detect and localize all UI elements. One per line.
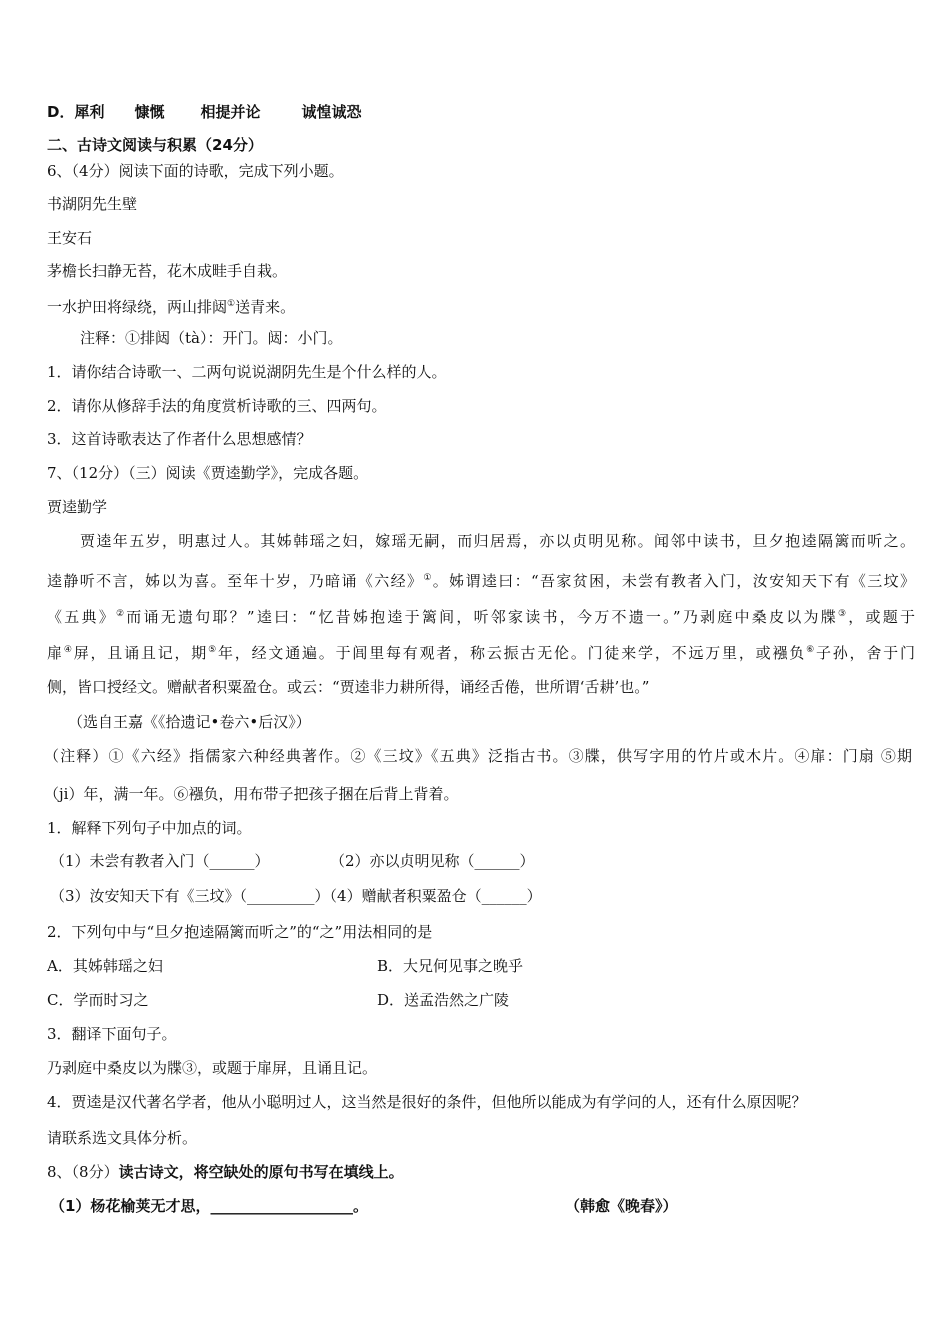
option-label: D． bbox=[47, 103, 75, 121]
text: （3）汝安知天下有《三坟》（_________） bbox=[50, 887, 330, 905]
section-title: 二、古诗文阅读与积累（24分） bbox=[47, 136, 263, 154]
word: 犀利 bbox=[74, 103, 105, 121]
text: 一水护田将绿绕，两山排闼 bbox=[47, 298, 228, 316]
passage-line bbox=[47, 568, 915, 591]
passage-notes: （ji）年，满一年。⑥襁负，用布带子把孩子捆在后背上背着。 bbox=[44, 785, 459, 803]
text: 8、（8分） bbox=[47, 1163, 119, 1181]
poem-line: 茅檐长扫静无苔，花木成畦手自栽。 bbox=[47, 262, 288, 280]
sub-question: （2）亦以贞明见称（______） bbox=[330, 852, 535, 870]
footnote-mark: ⑥ bbox=[806, 645, 816, 655]
text: ，或题于 bbox=[848, 608, 915, 626]
footnote-mark: ① bbox=[227, 299, 236, 309]
word: 相提并论 bbox=[200, 103, 261, 121]
passage-line: 贾逵年五岁，明惠过人。其姊韩瑶之妇，嫁瑶无嗣，而归居焉，亦以贞明见称。闻邻中读书，旦夕抱逵隔篱而听之。 bbox=[80, 532, 915, 550]
word: 慷慨 bbox=[134, 103, 165, 121]
q6-header: 6、（4分）阅读下面的诗歌，完成下列小题。 bbox=[47, 162, 344, 180]
q8-header bbox=[47, 1162, 404, 1182]
question: 请联系选文具体分析。 bbox=[47, 1129, 198, 1147]
translate-sentence: 乃剥庭中桑皮以为牒③，或题于扉屏，且诵且记。 bbox=[47, 1059, 378, 1077]
fill-source: （韩愈《晚春》） bbox=[565, 1197, 678, 1215]
question: 3．这首诗歌表达了作者什么思想感情？ bbox=[47, 430, 312, 448]
choice-c: C．学而时习之 bbox=[47, 991, 149, 1009]
question: 2．请你从修辞手法的角度赏析诗歌的三、四两句。 bbox=[47, 397, 387, 415]
footnote-mark: ④ bbox=[63, 645, 74, 655]
text: 。姊谓逵曰：“吾家贫困，未尝有教者入门，汝安知天下有《三坟》 bbox=[432, 572, 915, 590]
q7-header: 7、（12分）（三）阅读《贾逵勤学》，完成各题。 bbox=[47, 464, 369, 482]
passage-source: （选自王嘉《《拾遗记•卷六•后汉》） bbox=[68, 713, 311, 731]
question: 4．贾逵是汉代著名学者，他从小聪明过人，这当然是很好的条件，但他所以能成为有学问的人，还有什么原因呢？ bbox=[47, 1093, 807, 1111]
passage-notes: （注释）①《六经》指儒家六种经典著作。②《三坟》《五典》泛指古书。③牒，供写字用的竹片或木片。④扉：门扇 ⑤期 bbox=[44, 747, 912, 765]
text: 扉 bbox=[47, 644, 64, 662]
sub-question bbox=[50, 886, 542, 906]
poem-title: 书湖阴先生壁 bbox=[47, 195, 138, 213]
passage-line: 侧，皆口授经文。赠献者积粟盈仓。或云：“贾逵非力耕所得，诵经舌倦，世所谓‘舌耕’也。” bbox=[47, 678, 650, 696]
question: 2．下列句中与“旦夕抱逵隔篱而听之”的“之”用法相同的是 bbox=[47, 923, 433, 941]
text: 逵静听不言，姊以为喜。至年十岁，乃暗诵《六经》 bbox=[47, 572, 424, 590]
poem-author: 王安石 bbox=[47, 229, 93, 247]
word: 诚惶诚恐 bbox=[301, 103, 362, 121]
passage-title: 贾逵勤学 bbox=[47, 498, 108, 516]
footnote-mark: ③ bbox=[837, 609, 849, 619]
footnote-mark: ② bbox=[115, 609, 127, 619]
passage-line bbox=[47, 604, 915, 627]
choice-d: D．送孟浩然之广陵 bbox=[377, 991, 510, 1009]
question: 1．请你结合诗歌一、二两句说说湖阴先生是个什么样的人。 bbox=[47, 363, 447, 381]
text: （4）赠献者积粟盈仓（______） bbox=[329, 887, 542, 905]
passage-line bbox=[47, 640, 915, 663]
question: 1．解释下列句子中加点的词。 bbox=[47, 819, 252, 837]
option-d bbox=[47, 102, 361, 122]
text: 送青来。 bbox=[235, 298, 296, 316]
sub-question: （1）未尝有教者入门（______） bbox=[50, 852, 270, 870]
text: 而诵无遗句耶？”逵曰：“忆昔姊抱逵于篱间，听邻家读书，今万不遗一。”乃剥庭中桑皮以为牒 bbox=[126, 608, 838, 626]
text: 子孙，舍于门 bbox=[815, 644, 915, 662]
footnote-mark: ⑤ bbox=[208, 645, 218, 655]
text: 屏，且诵且记，期 bbox=[73, 644, 209, 662]
question: 3．翻译下面句子。 bbox=[47, 1025, 177, 1043]
poem-line bbox=[47, 294, 295, 317]
choice-a: A．其姊韩瑶之妇 bbox=[47, 957, 163, 975]
choice-b: B．大兄何见事之晚乎 bbox=[377, 957, 524, 975]
fill-blank: （1）杨花榆荚无才思，___________________。 bbox=[50, 1197, 368, 1215]
text: 《五典》 bbox=[47, 608, 116, 626]
text: 读古诗文，将空缺处的原句书写在填线上。 bbox=[118, 1163, 404, 1181]
footnote-mark: ① bbox=[423, 573, 433, 583]
poem-note: 注释：①排闼（tà）：开门。闼：小门。 bbox=[80, 329, 343, 347]
text: 年，经文通遍。于闾里每有观者，称云振古无伦。门徒来学，不远万里，或襁负 bbox=[217, 644, 807, 662]
